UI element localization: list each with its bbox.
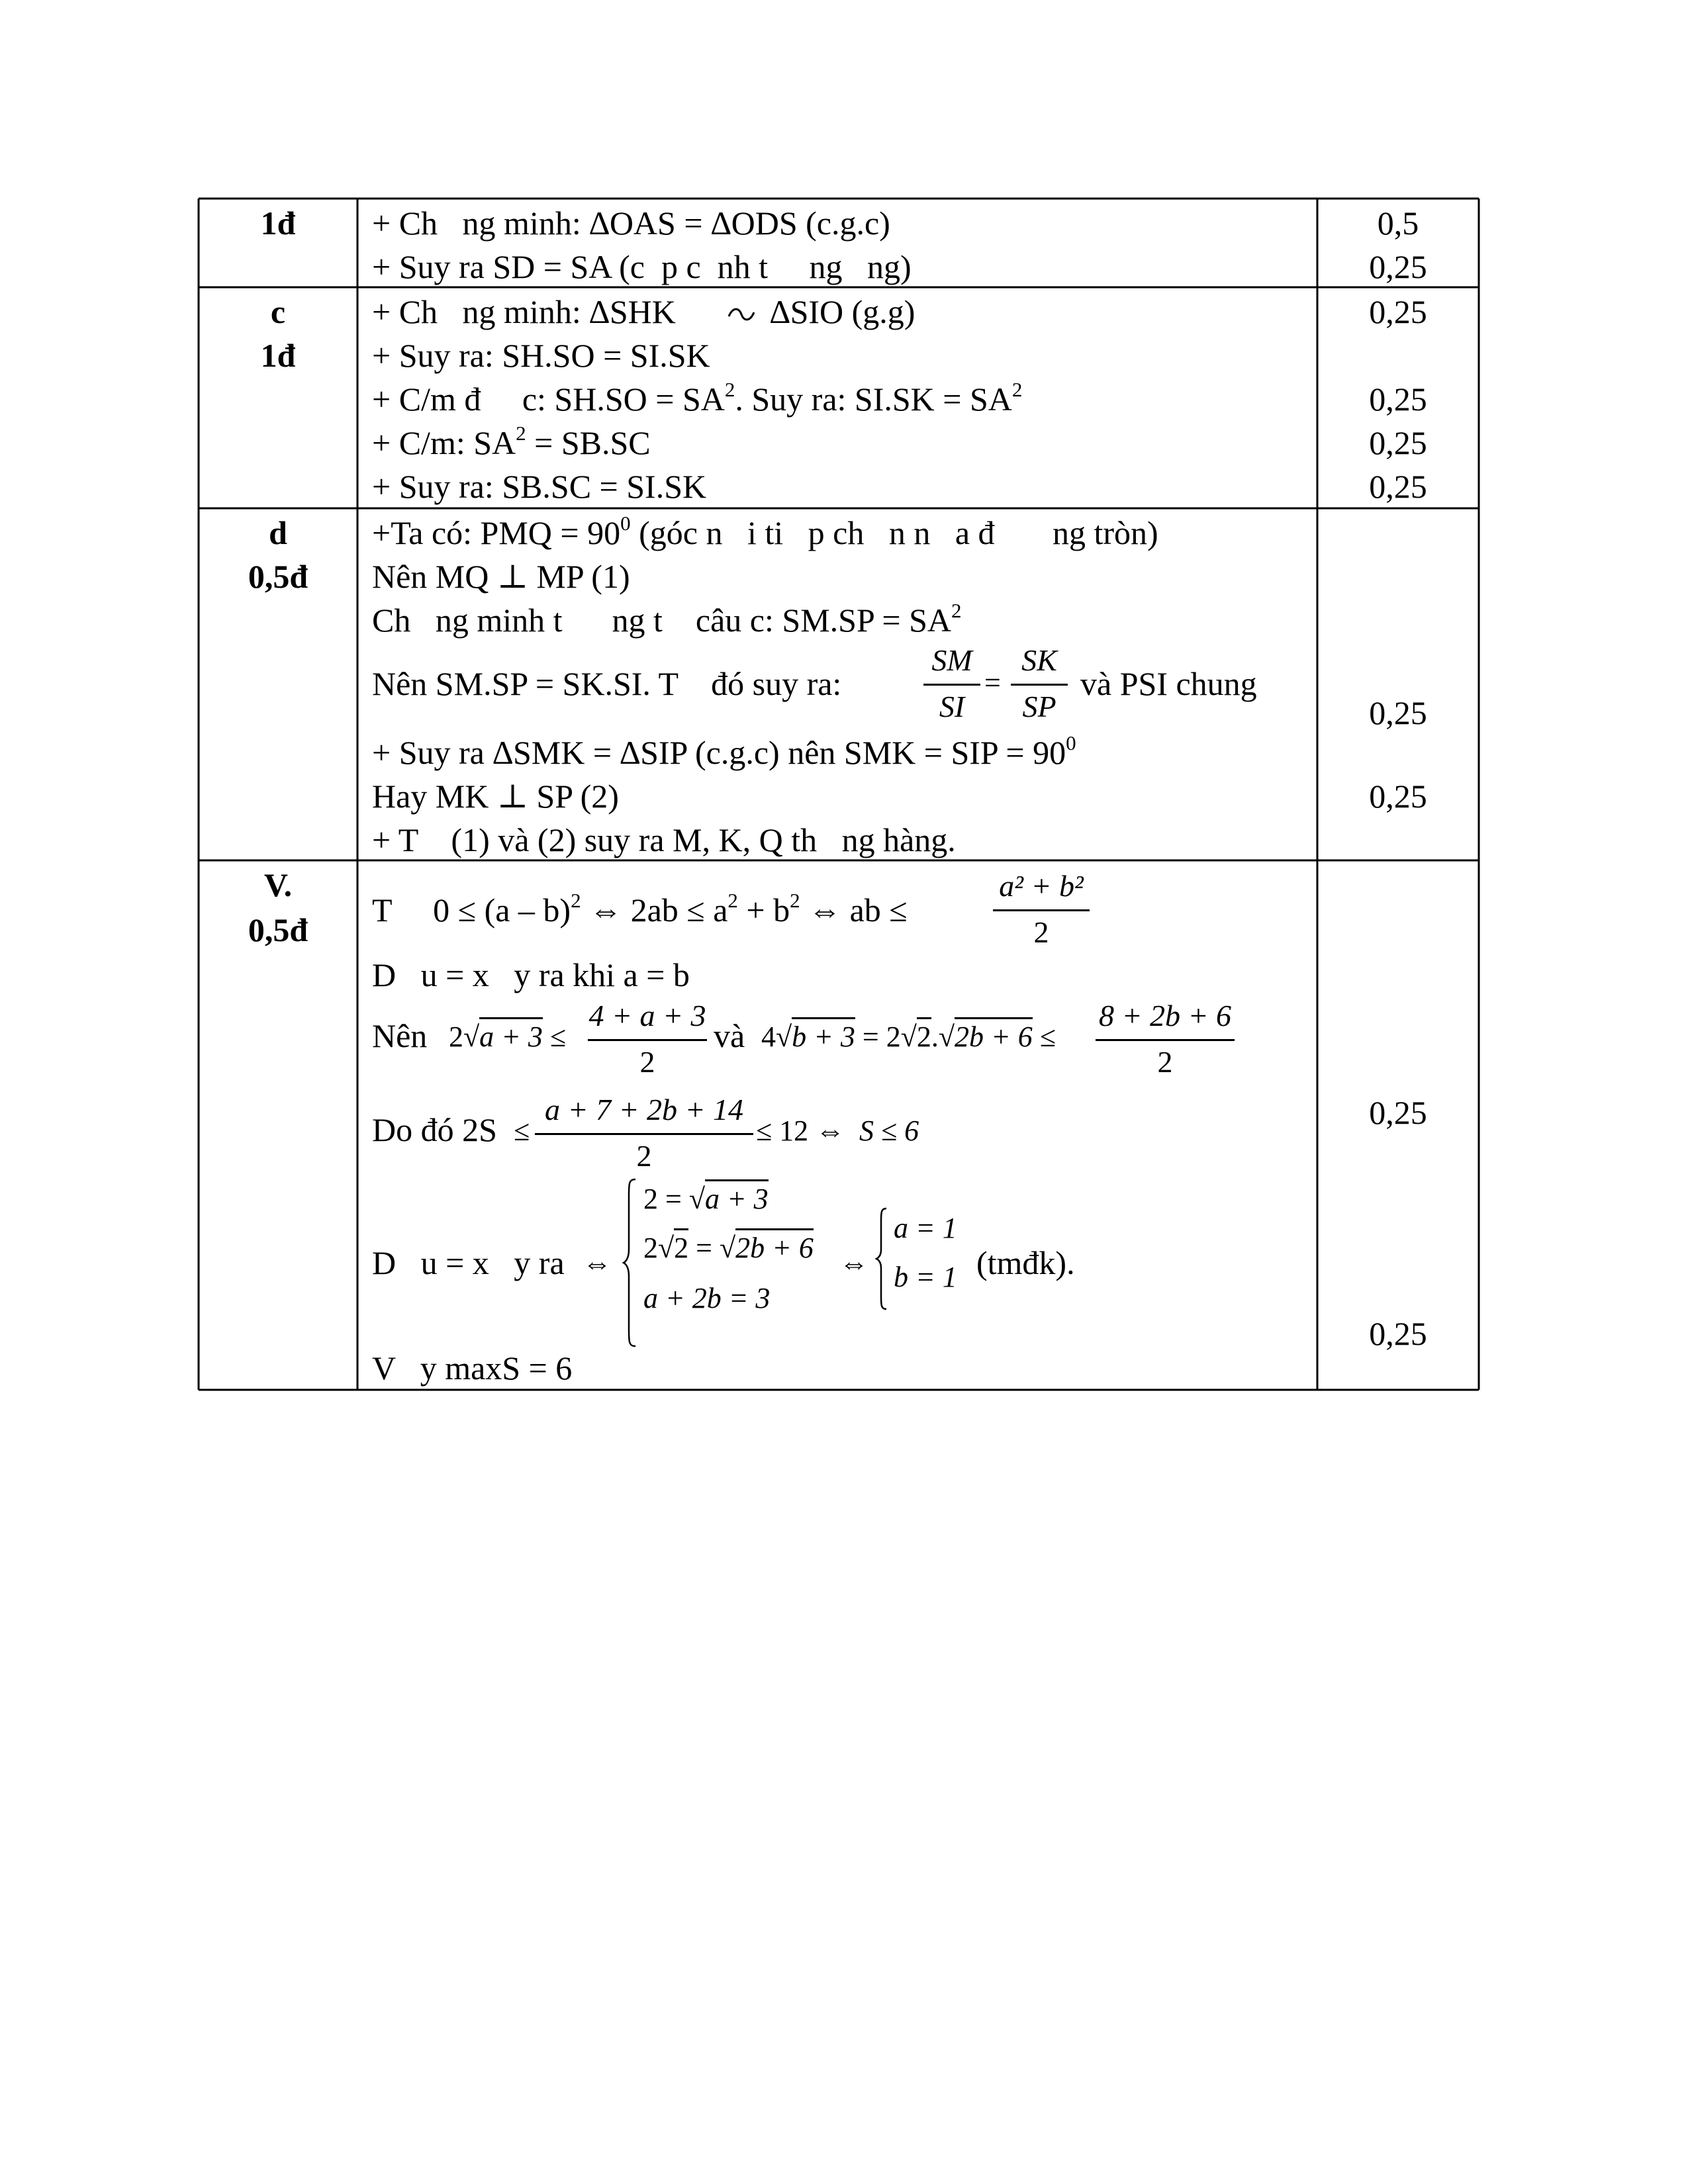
row4-tmdk: (tmđk).: [976, 1244, 1075, 1281]
system-left-brace: [622, 1177, 638, 1349]
similar-symbol-icon: [727, 306, 756, 323]
row2-label-c: c: [270, 293, 286, 330]
iff-sign-2: ⇔: [839, 1247, 868, 1279]
row2-score2: 0,25: [1369, 381, 1427, 418]
sqrt-b3-expr: 4√b + 3 = 2√2.√2b + 6 ≤: [761, 1023, 1056, 1052]
row4-score1: 0,25: [1369, 1094, 1427, 1131]
row3-line4b: và PSI chung: [1080, 665, 1257, 702]
row1-score2: 0,25: [1369, 248, 1427, 285]
row4-line1: T 0 ≤ (a – b)$^2$ ⇔ $2ab \le a^2 + b^2$ ⇔ ab ≤: [372, 889, 908, 929]
result-b: b = 1: [894, 1261, 957, 1293]
row4-dodo: Do đó 2S: [372, 1111, 497, 1148]
row1-label: 1đ: [260, 205, 296, 242]
row3-line1: +Ta có: PMQ = $90^0$ (góc n i ti p ch n n a đ ng tròn): [372, 512, 1158, 551]
system-eq-3: a + 2b = 3: [643, 1282, 771, 1314]
row4-label-v: V.: [263, 866, 293, 903]
result-left-brace: [875, 1206, 888, 1312]
row2-line5: + Suy ra: SB.SC = SI.SK: [372, 468, 707, 505]
row3-line4a: Nên SM.SP = SK.SI. T đó suy ra:: [372, 665, 842, 702]
row4-dau-bang: D u = x y ra: [372, 1244, 565, 1281]
row1-line1: + Ch ng minh: ∆OAS = ∆ODS (c.g.c): [372, 205, 890, 242]
system-eq-2: 2√2 = √2b + 6: [643, 1234, 814, 1263]
s-le-6: S ≤ 6: [859, 1115, 919, 1147]
row1-score1: 0,5: [1377, 205, 1419, 242]
row4-label-points: 0,5đ: [248, 911, 308, 948]
le-twelve: ≤ 12 ⇔: [756, 1115, 845, 1147]
le-sign: ≤: [514, 1115, 530, 1147]
row2-line4: + C/m: $SA^2 = SB.SC$: [372, 422, 651, 461]
row3-score1: 0,25: [1369, 694, 1427, 731]
row4-line2: D u = x y ra khi a = b: [372, 956, 690, 993]
equals-sign: =: [984, 666, 1001, 699]
row3-label-d: d: [269, 514, 287, 551]
row4-score2: 0,25: [1369, 1315, 1427, 1352]
row3-line2: Nên MQ ⊥ MP (1): [372, 558, 630, 595]
iff-sign-1: ⇔: [583, 1247, 612, 1279]
row2-line3: + C/m đ c: $SH.SO = SA^2$. Suy ra: $SI.SK = SA^2$: [372, 378, 1023, 418]
row2-line2: + Suy ra: SH.SO = SI.SK: [372, 337, 710, 374]
result-a: a = 1: [894, 1212, 957, 1244]
row2-score3: 0,25: [1369, 424, 1427, 461]
row1-line2: + Suy ra SD = SA (c p c nh t ng ng): [372, 248, 912, 285]
row3-line3: Ch ng minh t ng t câu c: $SM.SP = SA^2$: [372, 599, 962, 639]
row2-score1: 0,25: [1369, 293, 1427, 330]
row4-conclusion: V y maxS = 6: [372, 1349, 573, 1387]
row2-score4: 0,25: [1369, 468, 1427, 505]
row4-nen: Nên: [372, 1017, 428, 1054]
row3-score2: 0,25: [1369, 778, 1427, 815]
row2-line1a: + Ch ng minh: ∆SHK: [372, 293, 676, 330]
row2-label-points: 1đ: [260, 337, 296, 374]
system-eq-1: 2 = √a + 3: [643, 1185, 769, 1214]
row3-line6: Hay MK ⊥ SP (2): [372, 778, 619, 815]
row4-va: và: [714, 1017, 745, 1054]
row3-label-points: 0,5đ: [248, 558, 308, 595]
row3-line5: + Suy ra ∆SMK = ∆SIP (c.g.c) nên SMK = SIP = $90^0$: [372, 731, 1076, 771]
row3-line7: + T (1) và (2) suy ra M, K, Q th ng hàng.: [372, 821, 956, 858]
sqrt-a3-expr: 2√a + 3 ≤: [449, 1023, 566, 1052]
row2-line1b: ∆SIO (g.g): [770, 293, 915, 330]
